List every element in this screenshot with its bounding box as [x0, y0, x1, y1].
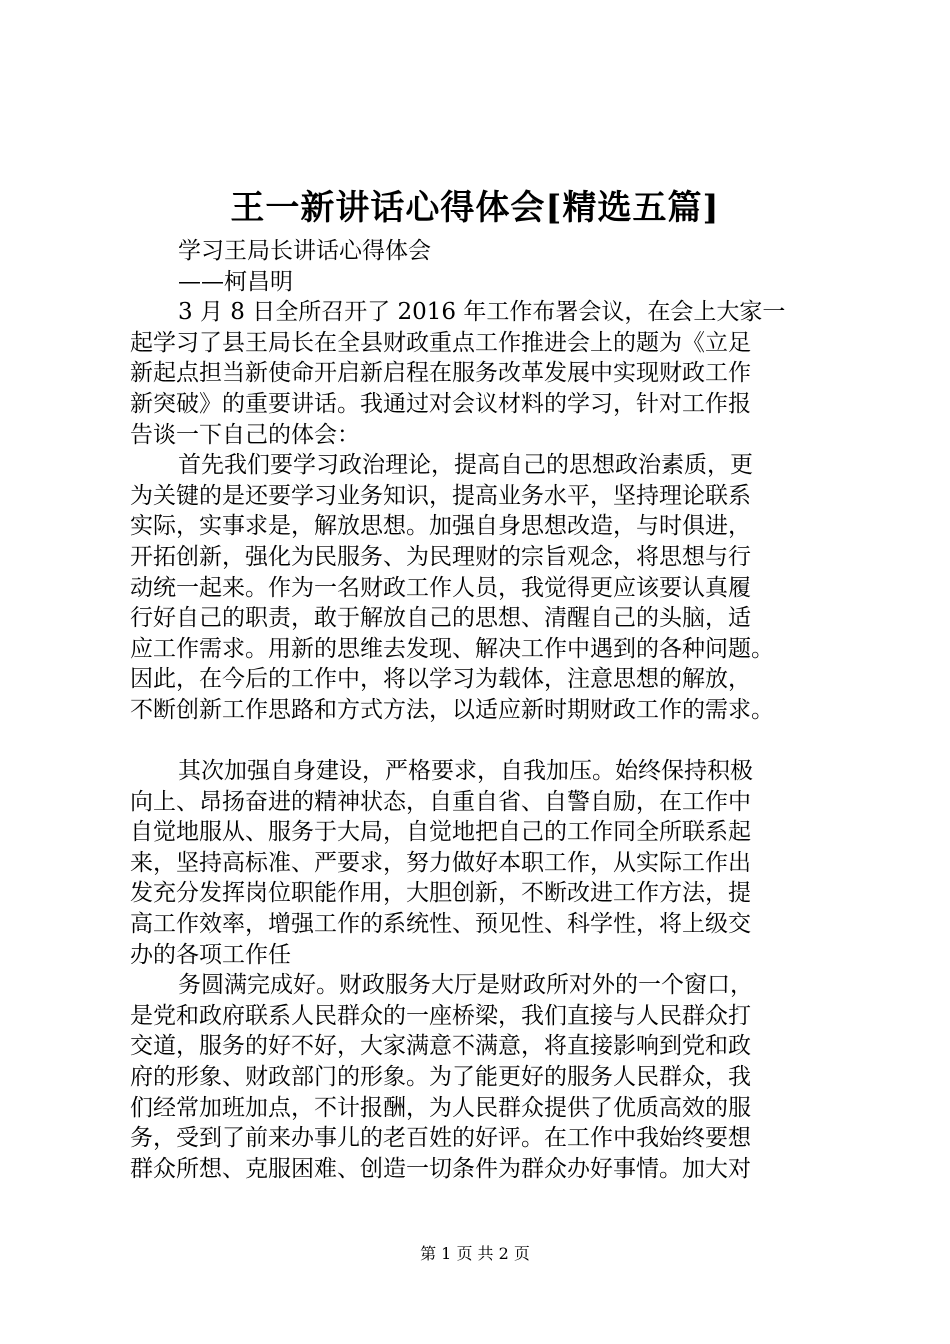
- document-author: ——柯昌明: [178, 268, 293, 295]
- text-line: 首先我们要学习政治理论，提高自己的思想政治素质，更: [178, 452, 753, 479]
- text-line: 告谈一下自己的体会：: [130, 421, 360, 448]
- text-line: 高工作效率，增强工作的系统性、预见性、科学性，将上级交: [130, 911, 751, 938]
- text-line: 新突破》的重要讲话。我通过对会议材料的学习，针对工作报: [130, 390, 751, 417]
- paragraph: [130, 756, 830, 970]
- text-line: 来，坚持高标准、严要求，努力做好本职工作，从实际工作出: [130, 849, 751, 876]
- text-line: 向上、昂扬奋进的精神状态，自重自省、自警自励，在工作中: [130, 788, 751, 815]
- text-line: 不断创新工作思路和方式方法，以适应新时期财政工作的需求。: [130, 696, 774, 723]
- text-line: 为关键的是还要学习业务知识，提高业务水平，坚持理论联系: [130, 482, 751, 509]
- text-line: 交道，服务的好不好，大家满意不满意，将直接影响到党和政: [130, 1033, 751, 1060]
- text-line: 府的形象、财政部门的形象。为了能更好的服务人民群众，我: [130, 1064, 751, 1091]
- text-line: 发充分发挥岗位职能作用，大胆创新，不断改进工作方法，提: [130, 880, 751, 907]
- text-line: 3 月 8 日全所召开了 2016 年工作布署会议，在会上大家一: [178, 299, 786, 326]
- text-line: 务，受到了前来办事儿的老百姓的好评。在工作中我始终要想: [130, 1125, 751, 1152]
- document-subtitle: 学习王局长讲话心得体会: [178, 238, 431, 264]
- text-line: 自觉地服从、服务于大局，自觉地把自己的工作同全所联系起: [130, 819, 751, 846]
- text-line: 是党和政府联系人民群众的一座桥梁，我们直接与人民群众打: [130, 1002, 751, 1029]
- document-title: 王一新讲话心得体会[精选五篇]: [230, 188, 720, 228]
- text-line: 务圆满完成好。财政服务大厅是财政所对外的一个窗口，: [178, 972, 753, 999]
- paragraph: [130, 970, 830, 1184]
- text-line: 群众所想、克服困难、创造一切条件为群众办好事情。加大对: [130, 1155, 751, 1182]
- text-line: 行好自己的职责，敢于解放自己的思想、清醒自己的头脑，适: [130, 605, 751, 632]
- page-number: 第 1 页 共 2 页: [420, 1244, 530, 1263]
- paragraph-list: [130, 297, 830, 1184]
- paragraph-spacer: [130, 726, 830, 757]
- text-line: 其次加强自身建设，严格要求，自我加压。始终保持积极: [178, 758, 753, 785]
- text-line: 动统一起来。作为一名财政工作人员，我觉得更应该要认真履: [130, 574, 751, 601]
- paragraph: [130, 297, 830, 450]
- text-line: 起学习了县王局长在全县财政重点工作推进会上的题为《立足: [130, 329, 751, 356]
- document-body: [130, 236, 830, 1184]
- text-line: 新起点担当新使命开启新启程在服务改革发展中实现财政工作: [130, 360, 751, 387]
- text-line: 办的各项工作任: [130, 941, 291, 968]
- text-line: 开拓创新，强化为民服务、为民理财的宗旨观念，将思想与行: [130, 543, 751, 570]
- paragraph: [130, 450, 830, 725]
- text-line: 应工作需求。用新的思维去发现、解决工作中遇到的各种问题。: [130, 635, 774, 662]
- text-line: 实际，实事求是，解放思想。加强自身思想改造，与时俱进，: [130, 513, 751, 540]
- text-line: 因此，在今后的工作中，将以学习为载体，注意思想的解放，: [130, 666, 751, 693]
- text-line: 们经常加班加点，不计报酬，为人民群众提供了优质高效的服: [130, 1094, 751, 1121]
